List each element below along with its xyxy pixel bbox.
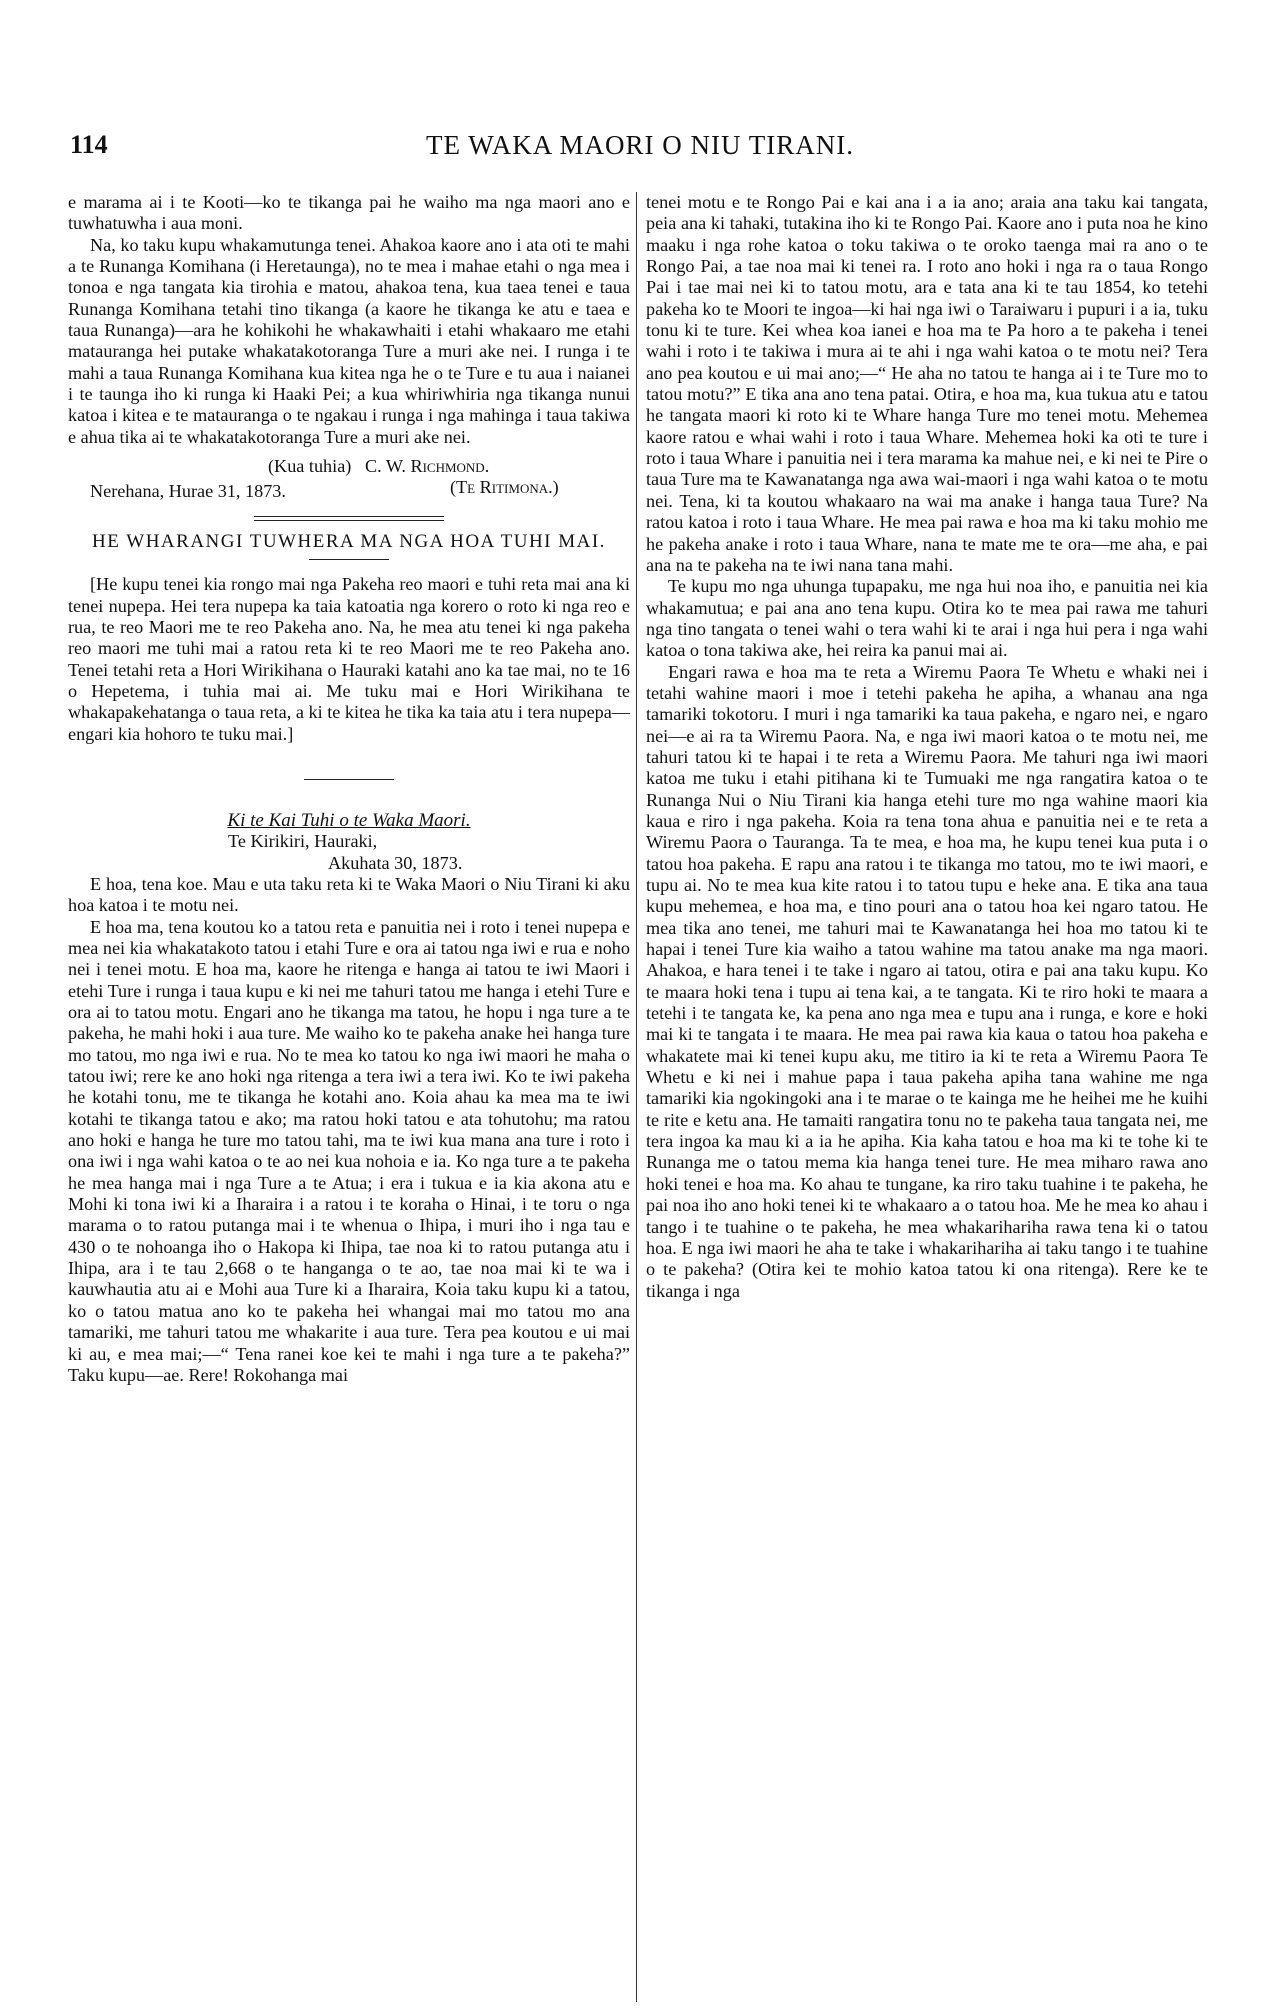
- signature-author: C. W. Richmond.: [364, 456, 490, 477]
- section-divider: [254, 516, 444, 521]
- paragraph: Na, ko taku kupu whakamutunga tenei. Ahakoa kaore ano i ata oti te mahi a te Runanga Komihana (i Heretaunga), no te mea i mahae etahi o nga mea i tonoa e nga tangata kia tirohia e matou, ahakoa tena, kua taea tenei e taua Runanga Komihana tetahi tino tikanga (a kaore he tikanga ke atu e taea e taua Runanga)—ara he kohikohi he whakawhaiti i etahi whakaaro me etahi matauranga hei putake whakatakotoranga Ture a muri ake nei. I runga i te mahi a taua Runanga Komihana kua kitea nga he o te Ture e tu aua i naianei i te taunga iho ki runga ki Haaki Pei; a kua whiriwhiria nga tikanga nunui katoa i kitea e te matauranga o te ngakau i runga i nga mahinga i taua takiwa e ahua tika ai te whakatakotoranga Ture a muri ake nei.: [68, 234, 630, 447]
- column-divider: [636, 192, 637, 2002]
- letter-heading: Ki te Kai Tuhi o te Waka Maori.: [227, 809, 471, 831]
- page-number: 114: [70, 130, 108, 159]
- signature-block: [68, 456, 630, 502]
- paragraph: tenei motu e te Rongo Pai e kai ana i a ia ano; araia ana taku kai tangata, peia ana ki tahaki, tutakina iho ki te Rongo Pai. Kaore ano i puta noa he kino maaku i nga rohe katoa o toku takiwa o te oroko taenga mai ra ano o te Rongo Pai, a tae noa mai ki tenei ra. I roto ano hoki i nga ra o taua Rongo Pai i tae mai nei ki to tatou motu, ara e tata ana ki te tau 1854, ko tetehi pakeha ko te Moori te ingoa—ki hai nga iwi o Taraiwaru i pupuri i a ia, tuku tonu ki te ture. Kei whea koa ianei e hoa ma te Pa horo a te pakeha i tenei wahi i roto i te takiwa i mura ai te ahi i nga wahi katoa o te motu nei? Tera ano pea koutou e ui mai ano;—“ He aha no tatou te hanga ai i te Ture mo to tatou motu?” E tika ana ano tena patai. Otira, e hoa ma, kua tukua atu e tatou he tangata maori ki roto ki te Whare hanga Ture mo tenei motu. Mehemea kaore ratou e whai wahi i roto i taua Whare. Mehemea hoki ka oti te ture i roto i taua Whare i panuitia nei i tera marama ka mahue nei, e ki nei te Pire o taua Ture ma te Kawanatanga nga awa wai-maori i nga wahi katoa o te motu nei. Tena, ki ta koutou whakaaro na wai ma anake i hanga taua Ture? Na ratou katoa i roto i taua Whare. He mea pai rawa e hoa ma ki taku mohio me he pakeha anake i roto i taua Whare, nana te mate me te ora—me aha, e pai ana na te pakeha na te iwi nana tana mahi.: [646, 192, 1208, 575]
- title-rule: [309, 559, 389, 560]
- page-header: [70, 130, 1210, 170]
- editorial-note: [He kupu tenei kia rongo mai nga Pakeha reo maori e tuhi reta mai ana ki tenei nupepa. Hei tera nupepa ka taia katoatia nga korero o roto ki nga reo e rua, te reo Maori me te reo Pakeha ano. Na, he mea atu tenei ki nga pakeha reo maori me tuhi mai a ratou reta ki te reo Maori me te reo Pakeha ano. Tenei tetahi reta a Hori Wirikihana o Hauraki katahi ano ka tae mai, no te 16 o Hepetema, i tuhia mai ai. Me tuku mai e Hori Wirikihana te whakapakehatanga o taua reta, a ki te kitea he tika ka taia atu i tera nupepa—engari kia hohoro te tuku mai.]: [68, 574, 630, 744]
- paragraph: E hoa ma, tena koutou ko a tatou reta e panuitia nei i roto i tenei nupepa e mea nei kia whakatakoto tatou i etahi Ture e ora ai tatou nga iwi e rua e noho nei i tenei motu. E hoa ma, kaore he ritenga e hanga ai tatou te iwi Maori i etehi Ture i runga i taua kupu e ki nei me tahuri tatou me hanga i etehi Ture e ora ai to tatou motu. Engari ano he tikanga ma tatou, he hopu i nga ture a te pakeha, he mahi hoki i aua ture. Me waiho ko te pakeha anake hei hanga ture mo tatou, mo nga iwi e rua. No te mea ko tatou ko nga iwi maori he maha o tatou iwi; rere ke ano hoki nga ritenga a tera iwi a tera iwi. Ko te iwi pakeha he kotahi tonu, me te tikanga he kotahi ano. Koia ahau ka mea ma te iwi kotahi te tikanga tatou e ako; ma ratou hoki tatou e ata tohutohu; ma ratou ano hoki e hanga he ture mo tatou tahi, ma te iwi kua mana ana ture i roto i ona iwi i nga wahi katoa o te ao nei kua nohoia e ia. Ko nga ture a te pakeha he mea hanga mai i nga Ture a te Atua; i era i tukua e ia kia akona atu e Mohi ki tona iwi ki a Iharaira i a ratou i te koraha o Hinai, i te toru o nga marama o to ratou putanga mai i te whenua o Ihipa, i muri iho i nga tau e 430 o te nohoanga iho o Hakopa ki Ihipa, tae noa ki to ratou putanga atu i Ihipa, ara i te tau 2,668 o te hanganga o te ao, tae noa mai ki te wa i kauwhautia atu ai e Mohi aua Ture ki a Iharaira, Koia taku kupu ki a tatou, ko o tatou matua ano ko te pakeha hei whangai mai mo tatou mo ana tamariki, me tahuri tatou me whakarite i aua ture. Tera pea koutou e ui mai ki au, e mea mai;—“ Tena ranei koe kei te mahi i nga ture a te pakeha?” Taku kupu—ae. Rere! Rokohanga mai: [68, 916, 630, 1385]
- paragraph: Engari rawa e hoa ma te reta a Wiremu Paora Te Whetu e whaki nei i tetahi wahine maori i moe i tetehi pakeha he apiha, a whanau ana nga tamariki tokotoru. I muri i nga tamariki ka taua pakeha, e ngaro nei, e ngaro nei—e ai ra ta Wiremu Paora. Na, e nga iwi maori katoa o te motu nei, me tahuri tatou ki te hapai i te reta a Wiremu Paora. Me tahuri nga iwi maori katoa me tuku i etahi pitihana ki te Tumuaki me nga rangatira katoa o te Runanga Nui o Niu Tirani kia hanga etehi ture mo nga wahine maori kia kaua e riro i nga pakeha. Koia ra tena tona ahua e panuitia nei e te reta a Wiremu Paora o Tauranga. Ta te mea, e hoa ma, he kupu tenei kua puta i o tatou hoa pakeha. E rapu ana ratou i te tikanga mo tatou, mo te iwi maori, e tupu ai. No te mea kua kite ratou i to tatou tupu e heke ana. E tika ana taua kupu mehemea, e hoa ma, e tino pouri ana o tatou hoa kei ngaro tatou. He mea tika ano tenei, me tahuri mai te Kawanatanga hei hoa mo tatou ki te hapai i tenei Ture kia waiho a tatou wahine ma tatou anake ma nga maori. Ahakoa, e hara tenei i te take i ngaro ai tatou, otira e pai ana taku kupu. Ko te maara hoki tena i tupu ai tena kai, a te tangata. Ki te riro hoki te maara a tetehi i te tangata ke, ka pena ano nga mea e tupu ana i runga, e kore e hoki mai ki te tangata i te maara. He mea pai rawa kia kaua o tatou hoa pakeha e whakatete mai ki tenei kupu aku, me titiro ia ki te reta a Wiremu Paora Te Whetu e ki nei i mahue papa i taua pakeha apiha tana wahine me nga tamariki kia ngokingoki ana i te marae o te kainga me he heihei me he kuihi te rite e ketu ana. He tamaiti rangatira tonu no te pakeha taua tangata nei, me tera ingoa ka mau ki a ia he apiha. Kia kaha tatou e hoa ma ki te tohe ki te Runanga me o tatou mema kia hanga tenei ture. He mea miharo rawa ano hoki tenei e hoa ma. Ko ahau te tungane, ka riro taku tuahine i te pakeha, he pai noa iho ano hoki tenei ki te whakaaro a o tatou hoa. Me he mea ko ahau i tango i te tuahine o te pakeha, he mea whakarihariha rawa tena ki o tatou hoa. E nga iwi maori he aha te take i whakarihariha ai taku tango i te tuahine o te pakeha? (Otira kei te mohio katoa tatou ki ona ritenga). Rere ke te tikanga i nga: [646, 661, 1208, 1301]
- signature-line: [68, 456, 630, 477]
- paragraph: E hoa, tena koe. Mau e uta taku reta ki te Waka Maori o Niu Tirani ki aku hoa katoa i te motu nei.: [68, 873, 630, 916]
- page-title: TE WAKA MAORI O NIU TIRANI.: [426, 130, 854, 160]
- signature-date: Nerehana, Hurae 31, 1873.: [90, 480, 286, 501]
- section-title: HE WHARANGI TUWHERA MA NGA HOA TUHI MAI.: [92, 531, 606, 553]
- signature-note: (Kua tuhia): [268, 456, 352, 477]
- left-column: [68, 192, 630, 1386]
- paragraph: Te kupu mo nga uhunga tupapaku, me nga hui noa iho, e panuitia nei kia whakamutua; e pai ana ano tena kupu. Otira ko te mea pai rawa me tahuri nga tino tangata o tenei wahi o tera wahi ki te arai i nga hui pera i nga wahi katoa o tona takiwa ake, hei reira ka panui mai ai.: [646, 576, 1208, 661]
- letter-date: Akuhata 30, 1873.: [328, 852, 463, 873]
- right-column: [646, 192, 1208, 1302]
- signature-author-maori: (Te Ritimona.): [450, 477, 559, 498]
- paragraph: e marama ai i te Kooti—ko te tikanga pai he waiho ma nga maori ano e tuwhatuwha i aua moni.: [68, 192, 630, 234]
- section-divider: [304, 779, 394, 780]
- letter-address: Te Kirikiri, Hauraki,: [228, 831, 378, 852]
